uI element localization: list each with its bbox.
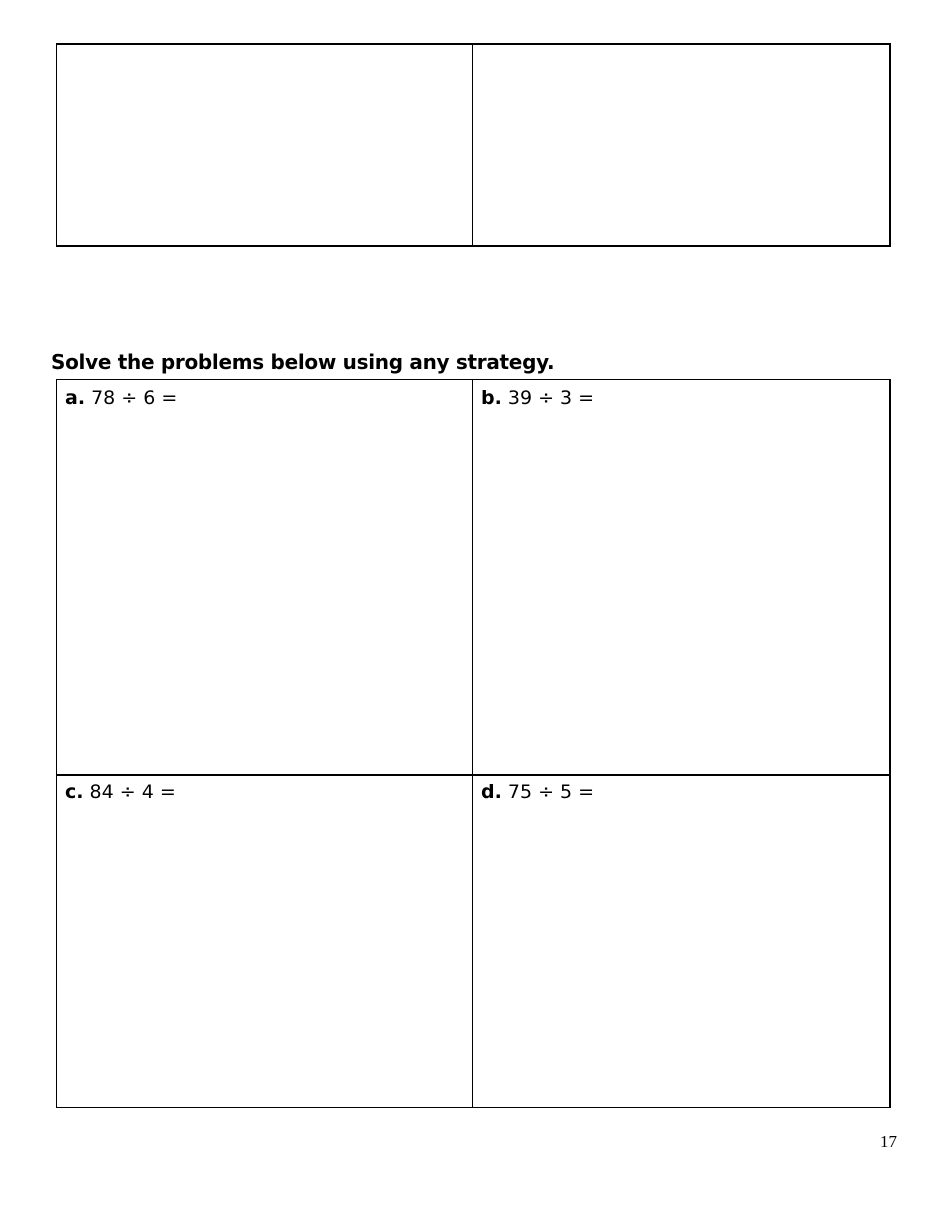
problem-letter: d. <box>481 781 502 803</box>
problem-letter: a. <box>65 387 86 409</box>
row-divider <box>57 774 889 776</box>
page-number: 17 <box>880 1132 897 1151</box>
problems-grid <box>56 379 891 1108</box>
problem-expression: 84 ÷ 4 = <box>83 781 176 803</box>
problem-a <box>65 387 177 409</box>
problem-c <box>65 781 176 803</box>
problem-expression: 39 ÷ 3 = <box>501 387 595 409</box>
problem-expression: 78 ÷ 6 = <box>85 387 178 409</box>
problem-d <box>481 781 594 803</box>
top-answer-table <box>56 43 891 247</box>
instruction-heading: Solve the problems below using any strategy. <box>51 350 555 374</box>
column-divider <box>472 380 473 1107</box>
column-divider <box>472 45 473 245</box>
problem-letter: c. <box>65 781 84 803</box>
problem-b <box>481 387 594 409</box>
problem-letter: b. <box>481 387 502 409</box>
problem-expression: 75 ÷ 5 = <box>501 781 595 803</box>
